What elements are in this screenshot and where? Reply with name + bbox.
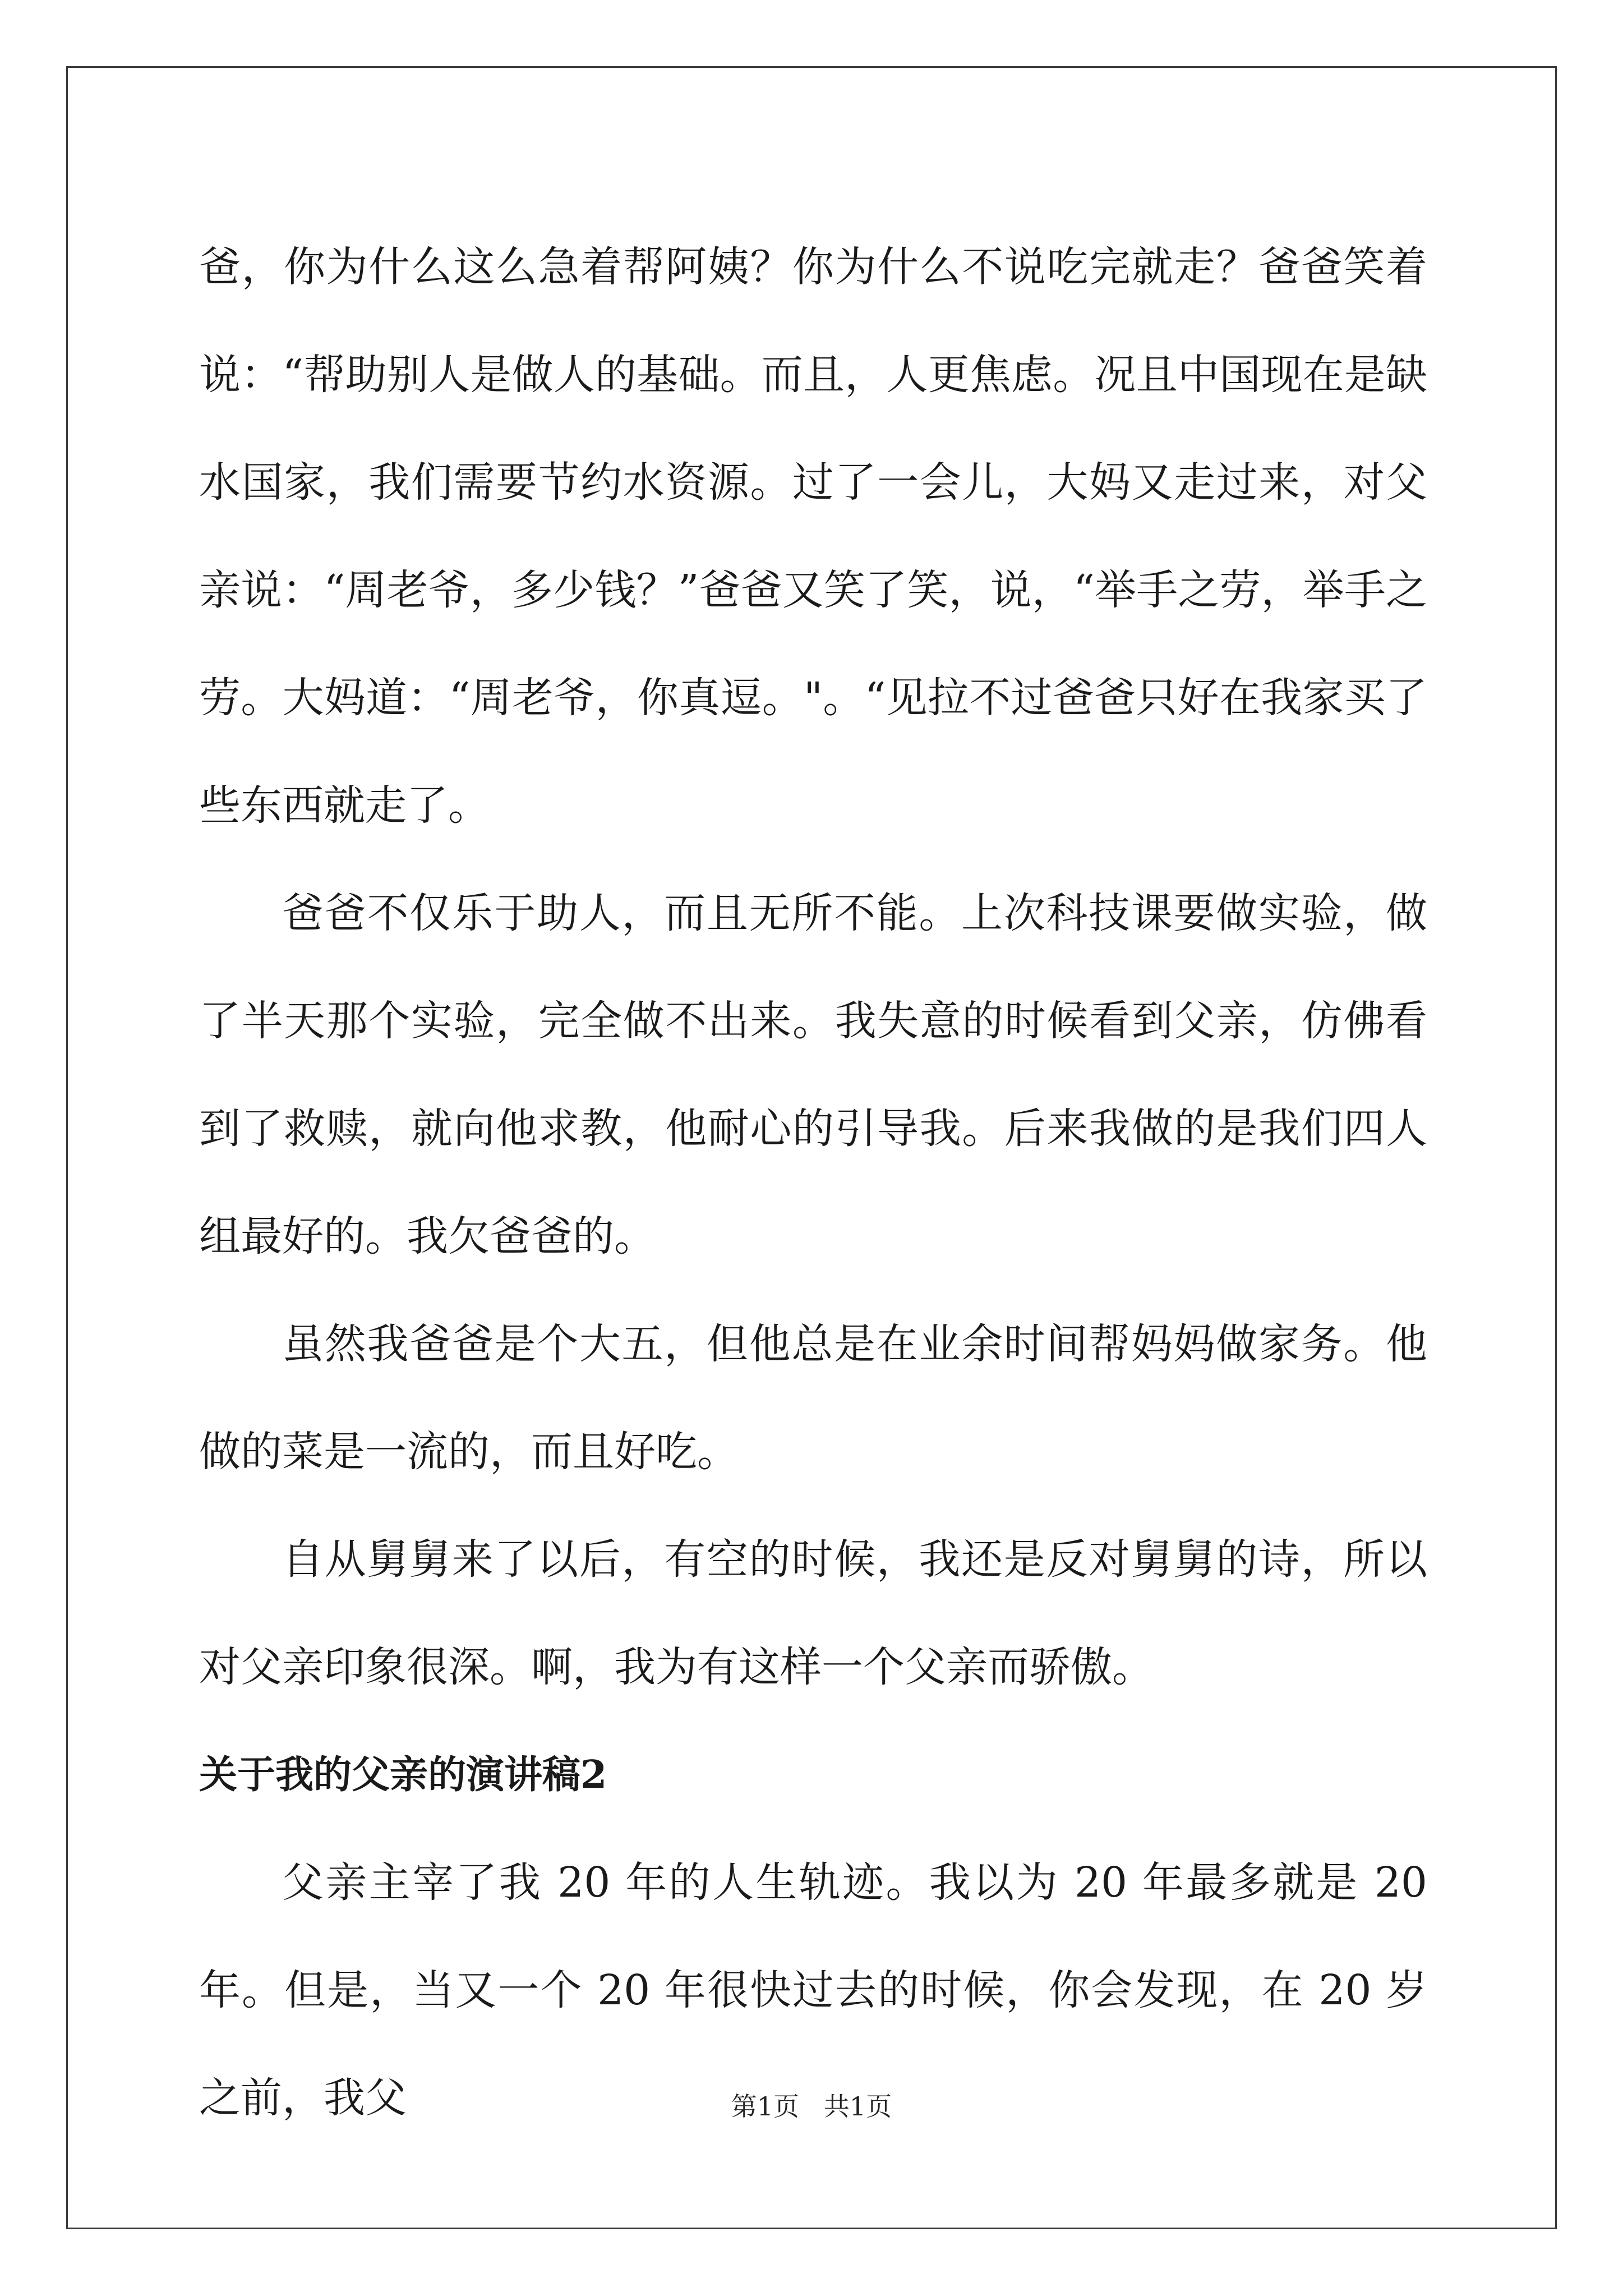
paragraph-3: 虽然我爸爸是个大五，但他总是在业余时间帮妈妈做家务。他做的菜是一流的，而且好吃。 bbox=[199, 1320, 1427, 1476]
section-heading: 关于我的父亲的演讲稿2 bbox=[199, 1752, 607, 1797]
paragraph-4: 自从舅舅来了以后，有空的时候，我还是反对舅舅的诗，所以对父亲印象很深。啊，我为有这样一个父亲而骄傲。 bbox=[199, 1535, 1427, 1691]
paragraph-2: 爸爸不仅乐于助人，而且无所不能。上次科技课要做实验，做了半天那个实验，完全做不出来。我失意的时候看到父亲，仿佛看到了救赎，就向他求教，他耐心的引导我。后来我做的是我们四人组最好的。我欠爸爸的。 bbox=[199, 889, 1427, 1260]
paragraph-5: 父亲主宰了我 20 年的人生轨迹。我以为 20 年最多就是 20 年。但是，当又一个 20 年很快过去的时候，你会发现，在 20 岁之前，我父 bbox=[199, 1858, 1441, 2122]
page-number-footer: 第1页 共1页 bbox=[731, 2091, 892, 2122]
document-body bbox=[199, 213, 1441, 2152]
paragraph-1: 爸，你为什么这么急着帮阿姨？你为什么不说吃完就走？爸爸笑着说：“帮助别人是做人的基础。而且，人更焦虑。况且中国现在是缺水国家，我们需要节约水资源。过了一会儿，大妈又走过来，对父亲说：“周老爷，多少钱？”爸爸又笑了笑，说，“举手之劳，举手之劳。大妈道：“周老爷，你真逗。"。“见拉不过爸爸只好在我家买了些东西就走了。 bbox=[199, 243, 1427, 830]
